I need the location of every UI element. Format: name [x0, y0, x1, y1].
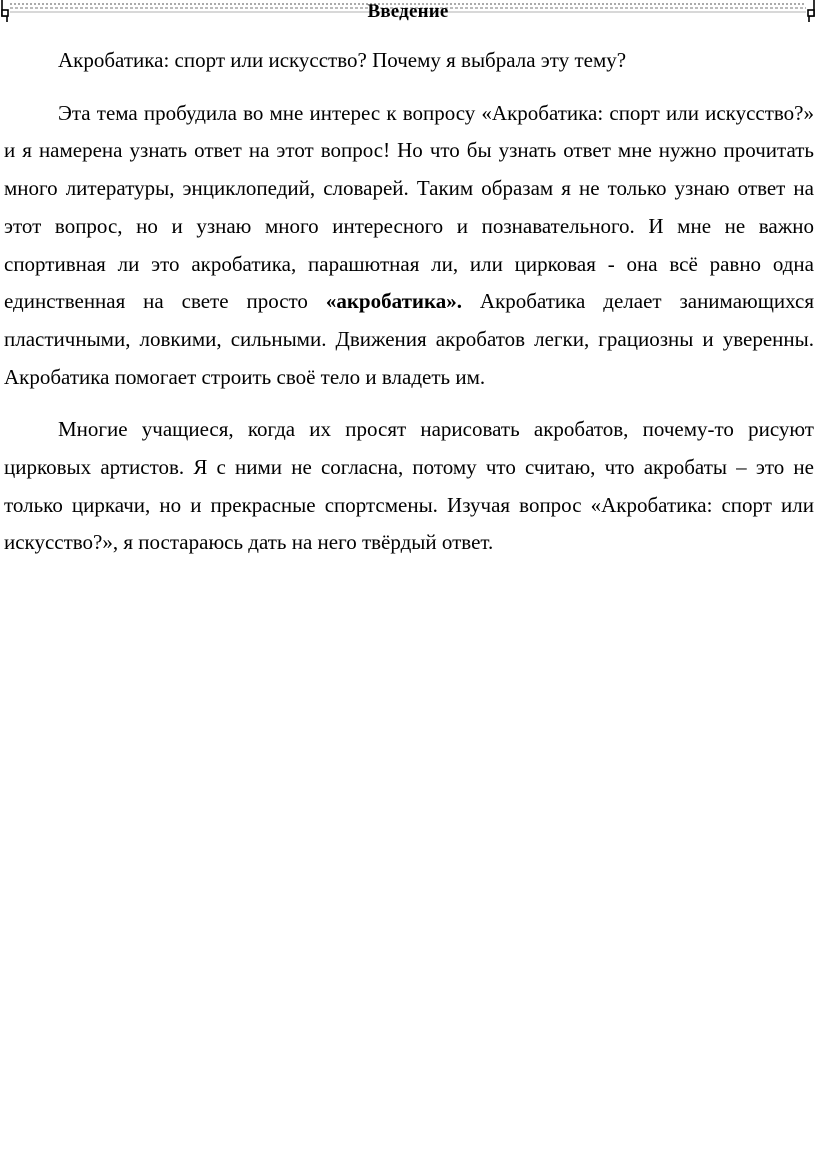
- paragraph-text: Акробатика делает занимающихся пластичными, ловкими, сильными. Движения акробатов легки, грациозны и уверенны. Акробатика помогает строить своё тело и владеть им.: [4, 289, 814, 389]
- closing-paragraph: Многие учащиеся, когда их просят нарисовать акробатов, почему-то рисуют цирковых артистов. Я с ними не согласна, потому что считаю, что акробаты – это не только циркачи, но и прекрасные спортсмены. Изучая вопрос «Акробатика: спорт или искусство?», я постараюсь дать на него твёрдый ответ.: [4, 417, 814, 555]
- bold-term: «акробатика».: [325, 289, 463, 314]
- document-body: [4, 42, 814, 562]
- body-paragraph: [4, 95, 814, 397]
- paragraph-text: Эта тема пробудила во мне интерес к вопросу «Акробатика: спорт или искусство?» и я намерена узнать ответ на этот вопрос! Но что бы узнать ответ мне нужно прочитать много литературы, энциклопедий, словарей. Таким образам я не только узнаю ответ на этот вопрос, но и узнаю много интересного и познавательного. И мне не важно спортивная ли это акробатика, парашютная ли, или цирковая - она всё равно одна единственная на свете просто: [4, 100, 814, 314]
- page-title: Введение: [367, 1, 449, 22]
- intro-paragraph: Акробатика: спорт или искусство? Почему я выбрала эту тему?: [58, 48, 627, 72]
